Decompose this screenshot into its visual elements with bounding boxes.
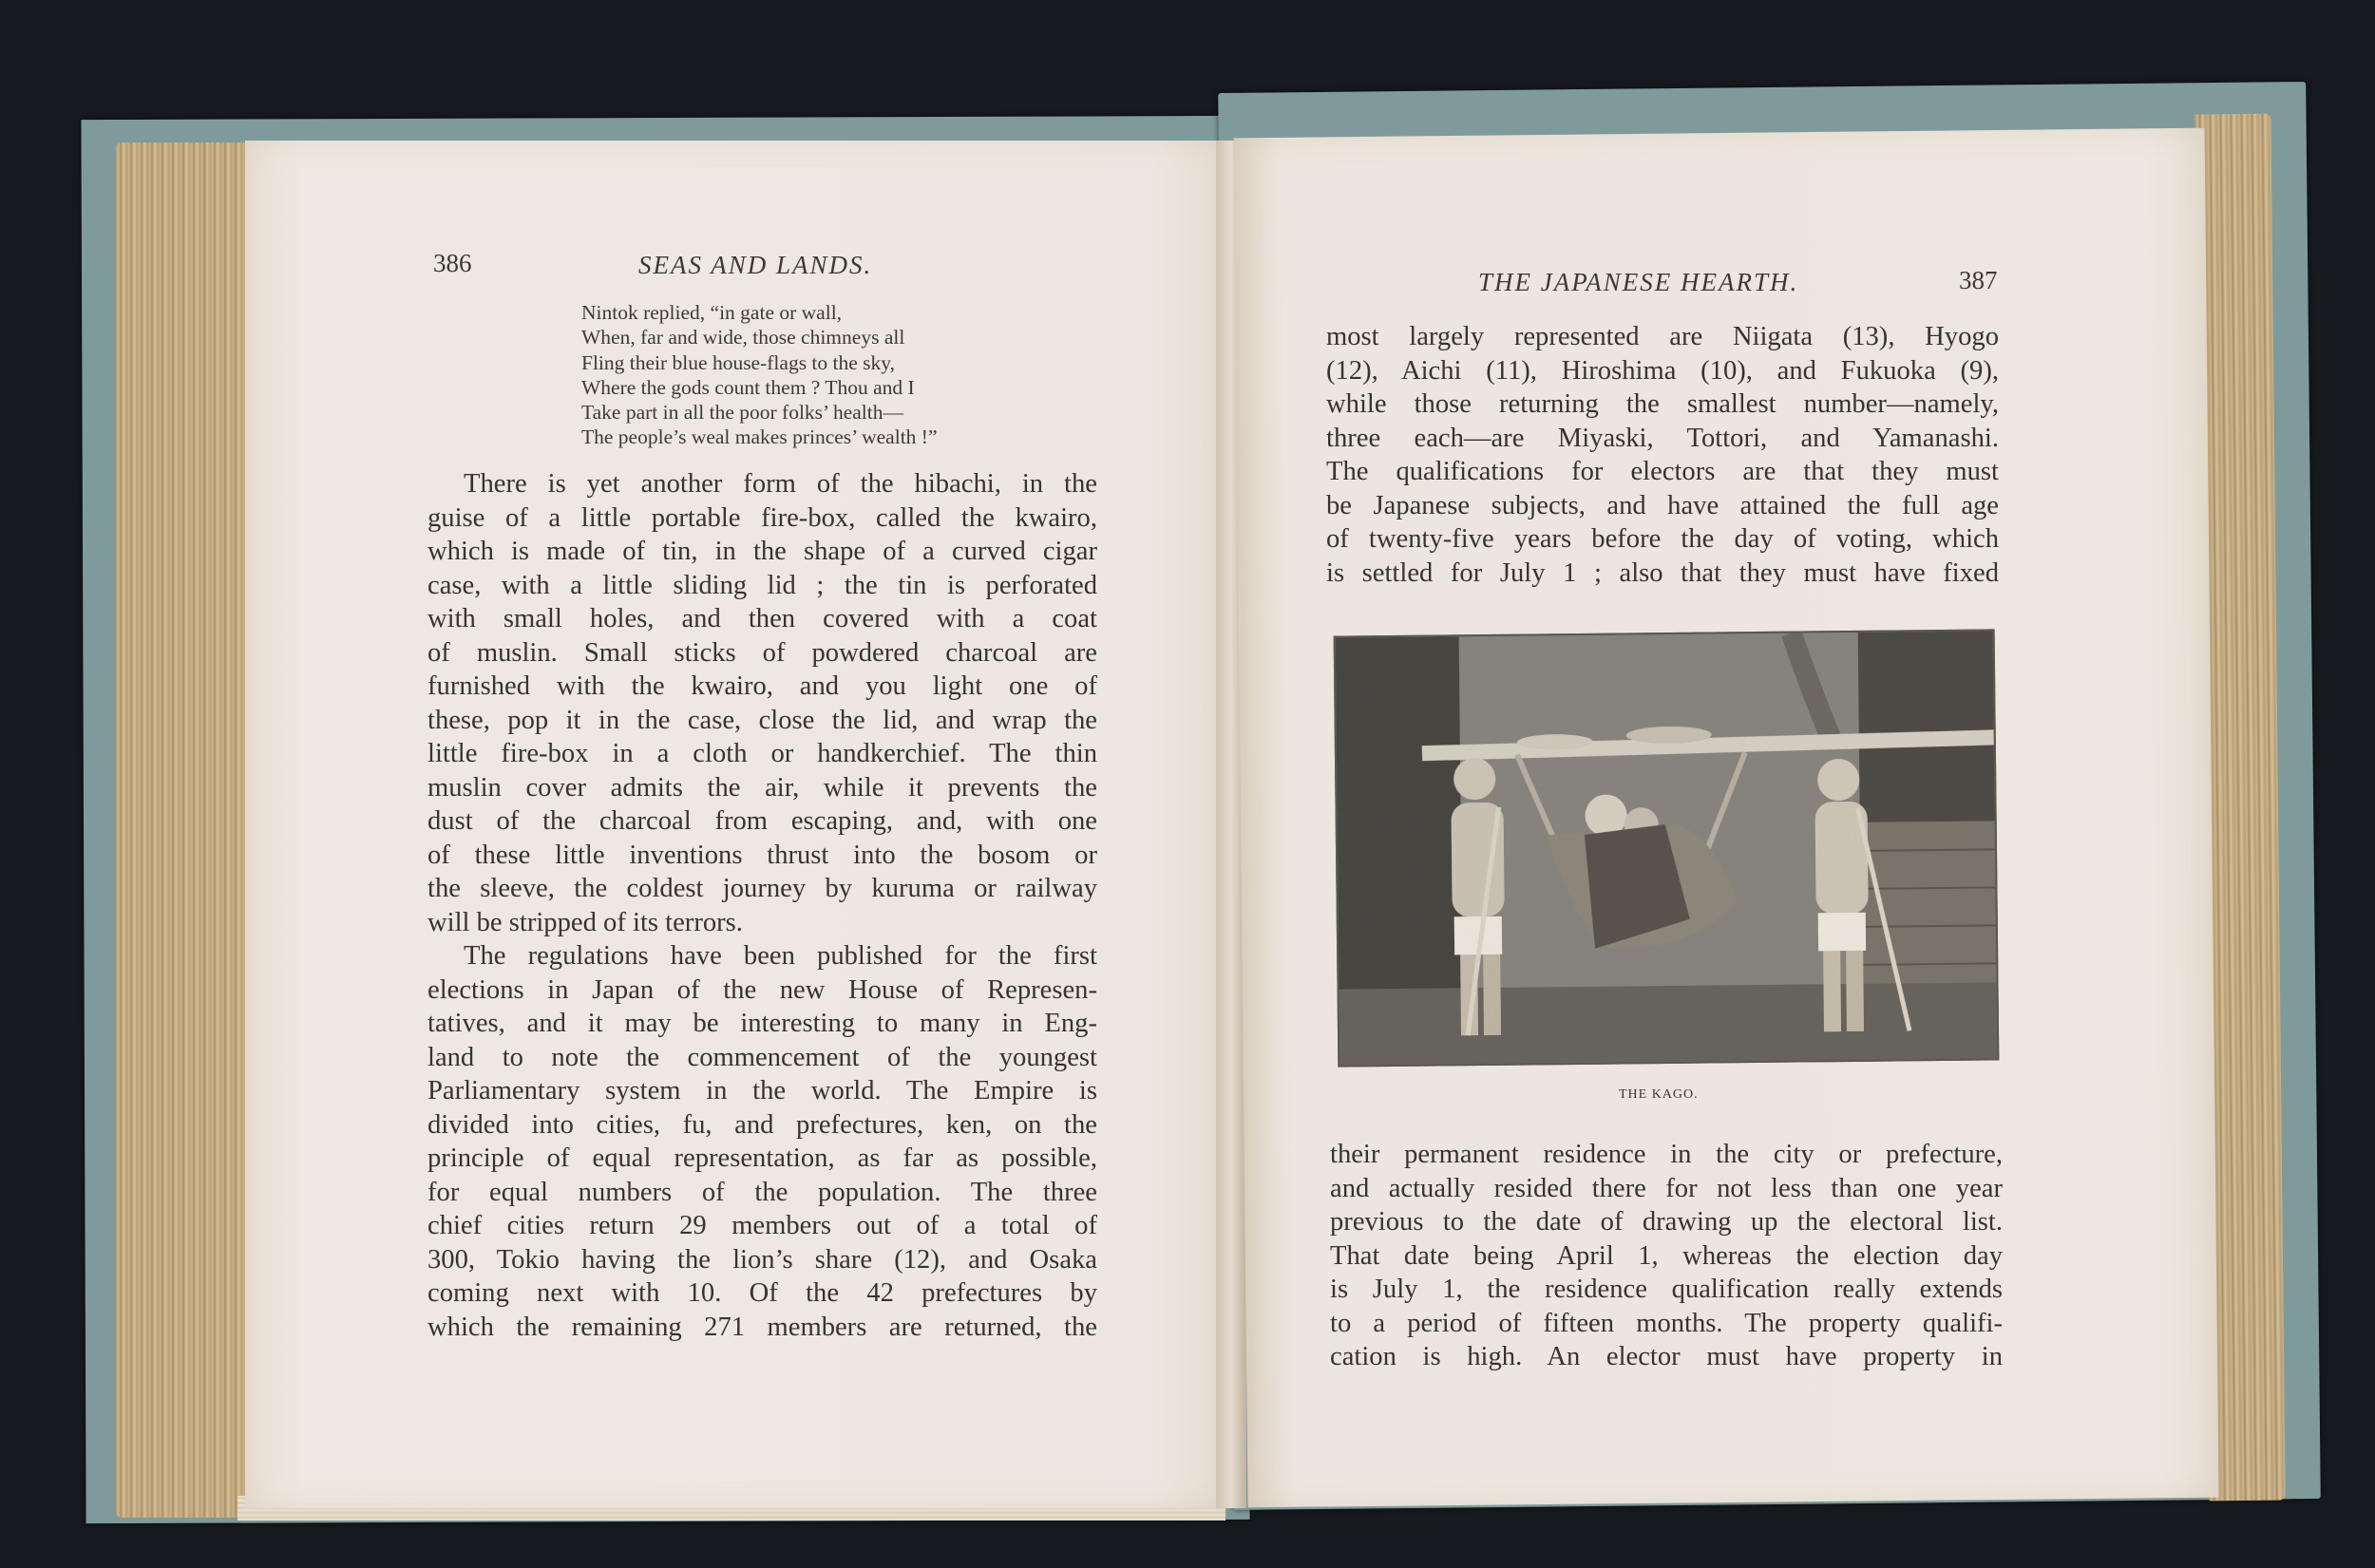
right-page-body-bottom: [1330, 1138, 2003, 1374]
poem-line: Take part in all the poor folks’ health—: [581, 401, 904, 425]
left-page-body: [428, 467, 1097, 1344]
text-line: (12), Aichi (11), Hiroshima (10), and Fukuoka (9),: [1326, 355, 1999, 386]
text-line: muslin cover admits the air, while it prevents the: [428, 772, 1097, 803]
text-line: these, pop it in the case, close the lid, and wrap the: [428, 705, 1097, 735]
text-line: 300, Tokio having the lion’s share (12), and Osaka: [428, 1244, 1097, 1275]
text-line: be Japanese subjects, and have attained the full age: [1326, 490, 1999, 520]
text-line: chief cities return 29 members out of a total of: [428, 1211, 1097, 1240]
text-line: while those returning the smallest number—namely,: [1326, 389, 1999, 419]
poem-quote: [581, 300, 938, 450]
text-line: most largely represented are Niigata (13), Hyogo: [1326, 322, 1999, 351]
text-line: of these little inventions thrust into the bosom or: [428, 840, 1097, 870]
text-line: The qualifications for electors are that they must: [1326, 457, 1999, 486]
poem-line: The people’s weal makes princes’ wealth !”: [581, 425, 938, 449]
text-line: The regulations have been published for the first: [464, 941, 1097, 971]
kago-photo-illustration: [1336, 631, 1998, 1065]
text-line: of twenty-five years before the day of voting, which: [1326, 524, 1999, 554]
running-head-right-title: THE JAPANESE HEARTH.: [1478, 268, 1799, 296]
text-line: coming next with 10. Of the 42 prefectures by: [428, 1278, 1097, 1308]
text-line: dust of the charcoal from escaping, and, with one: [428, 806, 1097, 836]
text-line: previous to the date of drawing up the electoral list.: [1330, 1207, 2003, 1237]
text-line: There is yet another form of the hibachi, in the: [464, 469, 1097, 499]
text-line: That date being April 1, whereas the election day: [1330, 1240, 2003, 1271]
text-line: Parliamentary system in the world. The Empire is: [428, 1076, 1097, 1105]
text-line: the sleeve, the coldest journey by kuruma or railway: [428, 874, 1097, 903]
poem-line: Fling their blue house-flags to the sky,: [581, 350, 896, 374]
text-line: to a period of fifteen months. The property qualifi-: [1330, 1308, 2003, 1338]
text-line: of muslin. Small sticks of powdered charcoal are: [428, 637, 1097, 668]
text-line: three each—are Miyaski, Tottori, and Yamanashi.: [1326, 423, 1999, 453]
running-head-right: [1478, 268, 1798, 297]
text-line: will be stripped of its terrors.: [428, 907, 743, 937]
figure-caption: THE KAGO.: [1619, 1087, 1699, 1102]
running-head-left-title: SEAS AND LANDS.: [638, 251, 873, 279]
text-line: and actually resided there for not less than one year: [1330, 1173, 2003, 1203]
text-line: their permanent residence in the city or prefecture,: [1330, 1140, 2003, 1169]
page-edges-left: [116, 142, 258, 1518]
right-page-body-top: [1326, 320, 1999, 590]
text-line: furnished with the kwairo, and you light one of: [428, 671, 1097, 701]
poem-line: When, far and wide, those chimneys all: [581, 326, 905, 349]
text-line: land to note the commencement of the youngest: [428, 1042, 1097, 1072]
text-line: elections in Japan of the new House of Represen-: [428, 974, 1097, 1005]
text-line: for equal numbers of the population. The three: [428, 1177, 1097, 1207]
kago-photograph: [1334, 629, 2000, 1067]
figure-kago: [1334, 629, 2002, 1068]
poem-line: Where the gods count them ? Thou and I: [581, 375, 915, 399]
text-line: cation is high. An elector must have property in: [1330, 1342, 2003, 1371]
text-line: guise of a little portable fire-box, called the kwairo,: [428, 502, 1097, 533]
text-line: which is made of tin, in the shape of a curved cigar: [428, 537, 1097, 566]
text-line: case, with a little sliding lid ; the tin is perforated: [428, 570, 1097, 600]
text-line: is settled for July 1 ; also that they must have fixed: [1326, 557, 1999, 588]
page-number-right: 387: [1959, 266, 1998, 294]
text-line: tatives, and it may be interesting to many in Eng-: [428, 1009, 1097, 1038]
poem-line: Nintok replied, “in gate or wall,: [581, 301, 843, 324]
text-line: little fire-box in a cloth or handkerchief. The thin: [428, 739, 1097, 768]
text-line: is July 1, the residence qualification really extends: [1330, 1275, 2003, 1304]
running-head-left: [638, 251, 872, 280]
page-number-left: 386: [433, 249, 472, 277]
text-line: with small holes, and then covered with a coat: [428, 604, 1097, 633]
text-line: divided into cities, fu, and prefectures, ken, on the: [428, 1109, 1097, 1140]
text-line: which the remaining 271 members are returned, the: [428, 1312, 1097, 1342]
text-line: principle of equal representation, as far as possible,: [428, 1143, 1097, 1173]
